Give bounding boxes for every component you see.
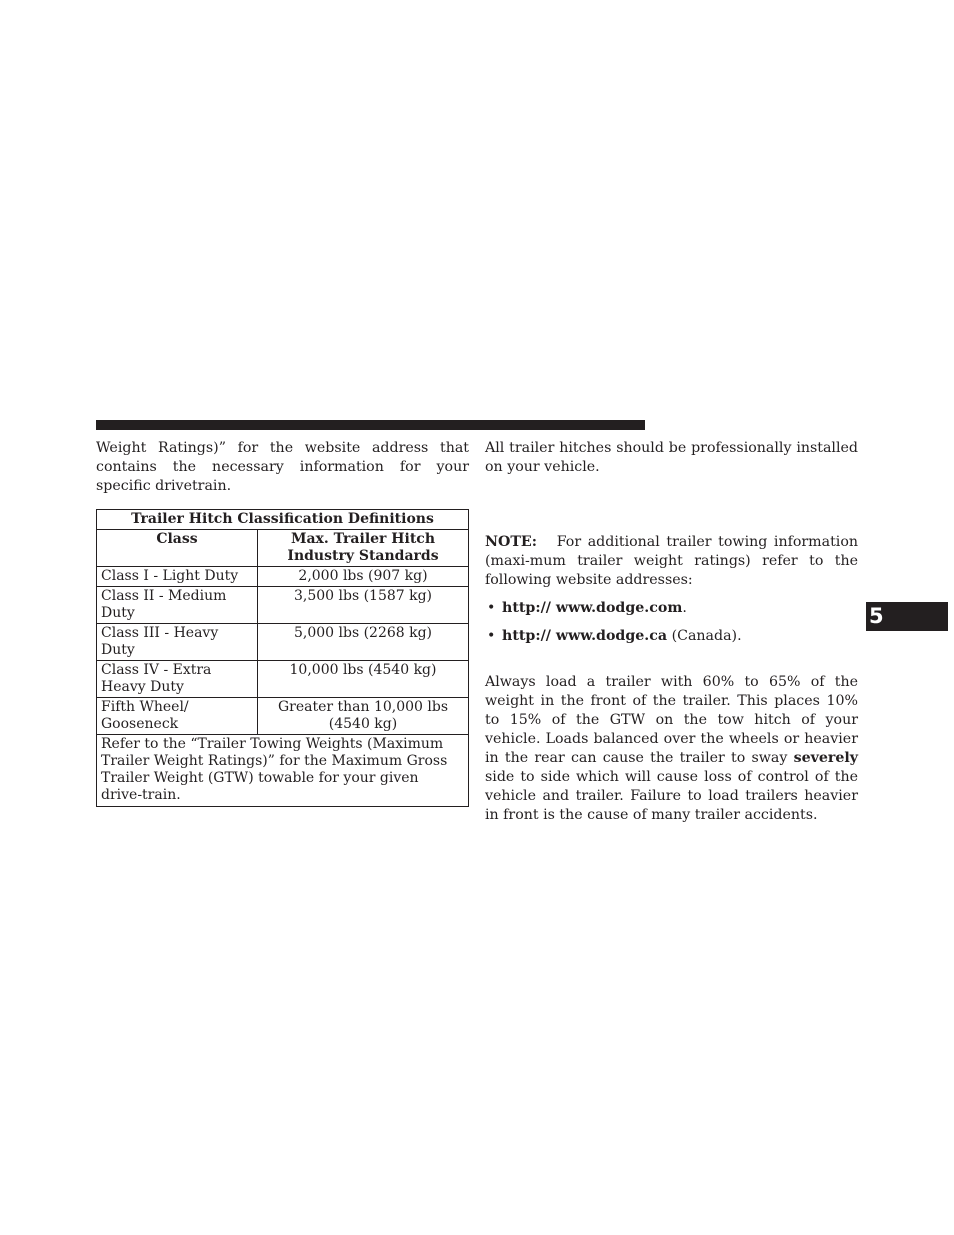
table-row <box>97 587 469 624</box>
hitch-install-paragraph: All trailer hitches should be professionally installed on your vehicle. <box>485 440 858 475</box>
table-row <box>97 624 469 661</box>
load-paragraph <box>485 673 858 825</box>
table-row <box>97 661 469 698</box>
max-cell: 2,000 lbs (907 kg) <box>258 567 469 587</box>
max-cell: Greater than 10,000 lbs (4540 kg) <box>258 698 469 735</box>
class-cell: Fifth Wheel/ Gooseneck <box>97 698 258 735</box>
website-link[interactable]: http:// www.dodge.com <box>502 600 683 616</box>
intro-paragraph: Weight Ratings)” for the website address that contains the necessary information for your specific drivetrain. <box>96 440 469 494</box>
load-emphasis: severely <box>793 750 858 766</box>
class-cell: Class III - Heavy Duty <box>97 624 258 661</box>
note-label: NOTE: <box>485 534 537 550</box>
link-suffix: . <box>682 600 687 616</box>
note-paragraph <box>485 533 858 590</box>
load-text-part-1: Always load a trailer with 60% to 65% of the weight in the front of the trailer. This places 10% to 15% of the GTW on the tow hitch of your vehicle. Loads balanced over the wheels or heavier in the rear can cause the trailer to sway <box>485 674 858 766</box>
left-column <box>96 439 469 807</box>
note-text: For additional trailer towing information (maxi-mum trailer weight ratings) refer to the following website addresses: <box>485 534 859 588</box>
max-cell: 10,000 lbs (4540 kg) <box>258 661 469 698</box>
table-footnote: Refer to the “Trailer Towing Weights (Maximum Trailer Weight Ratings)” for the Maximum Gross Trailer Weight (GTW) towable for your given drive-train. <box>97 735 469 807</box>
class-cell: Class II - Medium Duty <box>97 587 258 624</box>
class-cell: Class IV - Extra Heavy Duty <box>97 661 258 698</box>
table-title: Trailer Hitch Classification Definitions <box>97 510 469 530</box>
section-tab: 5 <box>866 602 948 631</box>
column-header-class: Class <box>97 530 258 567</box>
list-item <box>485 627 858 646</box>
list-item <box>485 599 858 618</box>
website-link[interactable]: http:// www.dodge.ca <box>502 628 668 644</box>
max-cell: 5,000 lbs (2268 kg) <box>258 624 469 661</box>
class-cell: Class I - Light Duty <box>97 567 258 587</box>
column-header-max: Max. Trailer Hitch Industry Standards <box>258 530 469 567</box>
table-row <box>97 698 469 735</box>
website-list <box>485 599 858 655</box>
max-cell: 3,500 lbs (1587 kg) <box>258 587 469 624</box>
link-suffix: (Canada). <box>667 628 742 644</box>
load-text-part-2: side to side which will cause loss of control of the vehicle and trailer. Failure to load trailers heavier in front is the cause of many trailer accidents. <box>485 769 858 823</box>
table-row <box>97 567 469 587</box>
right-column <box>485 439 859 823</box>
header-rule <box>96 420 645 430</box>
hitch-classification-table <box>96 509 469 807</box>
